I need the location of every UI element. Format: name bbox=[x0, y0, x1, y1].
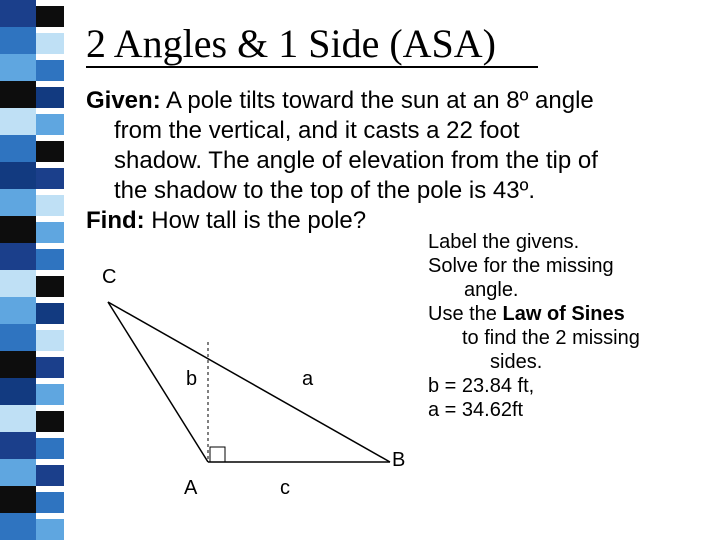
stripe-block bbox=[36, 276, 64, 297]
stripe-block bbox=[0, 0, 36, 27]
decorative-stripe-bar bbox=[0, 0, 64, 540]
stripe-block bbox=[0, 378, 36, 405]
stripe-block bbox=[36, 519, 64, 540]
problem-statement bbox=[86, 86, 706, 236]
step-solve-angle: Solve for the missing bbox=[428, 255, 614, 277]
find-text: How tall is the pole? bbox=[144, 207, 367, 234]
stripe-block bbox=[36, 492, 64, 513]
title-underline bbox=[86, 66, 538, 68]
stripe-block bbox=[36, 249, 64, 270]
stripe-block bbox=[36, 222, 64, 243]
stripe-block bbox=[0, 162, 36, 189]
stripe-block bbox=[0, 108, 36, 135]
stripe-block bbox=[36, 303, 64, 324]
stripe-block bbox=[0, 405, 36, 432]
stripe-block bbox=[0, 324, 36, 351]
given-line-4: the shadow to the top of the pole is 43º. bbox=[114, 177, 536, 204]
result-a: a = 34.62ft bbox=[428, 399, 524, 421]
stripe-block bbox=[36, 87, 64, 108]
stripe-block bbox=[36, 357, 64, 378]
step-law-of-sines-cont-2: sides. bbox=[490, 351, 543, 373]
law-of-sines-term: Law of Sines bbox=[502, 303, 625, 325]
right-angle-marker bbox=[210, 447, 225, 462]
stripe-block bbox=[36, 330, 64, 351]
given-paragraph bbox=[86, 86, 706, 116]
side-a-line bbox=[108, 302, 390, 462]
step-law-of-sines bbox=[428, 302, 708, 326]
side-b-label: b bbox=[186, 368, 198, 390]
vertex-b-label: B bbox=[392, 449, 406, 471]
stripe-block bbox=[0, 243, 36, 270]
triangle-diagram bbox=[90, 250, 420, 510]
stripe-block bbox=[36, 6, 64, 27]
vertex-c-label: C bbox=[102, 266, 117, 288]
step-law-prefix: Use the bbox=[428, 303, 503, 325]
stripe-block bbox=[0, 81, 36, 108]
stripe-block bbox=[36, 114, 64, 135]
stripe-block bbox=[36, 384, 64, 405]
stripe-block bbox=[36, 141, 64, 162]
stripe-block bbox=[36, 465, 64, 486]
stripe-block bbox=[0, 54, 36, 81]
step-label-givens: Label the givens. bbox=[428, 231, 580, 253]
result-b: b = 23.84 ft, bbox=[428, 375, 535, 397]
stripe-block bbox=[36, 33, 64, 54]
stripe-block bbox=[0, 216, 36, 243]
side-a-label: a bbox=[302, 368, 314, 390]
stripe-block bbox=[36, 168, 64, 189]
find-label: Find: bbox=[86, 207, 145, 234]
side-c-label: c bbox=[280, 477, 290, 499]
slide-title: 2 Angles & 1 Side (ASA) bbox=[86, 21, 496, 66]
stripe-block bbox=[36, 438, 64, 459]
given-line-1: A pole tilts toward the sun at an 8º angle bbox=[160, 87, 594, 114]
stripe-block bbox=[0, 432, 36, 459]
stripe-block bbox=[0, 459, 36, 486]
stripe-block bbox=[36, 411, 64, 432]
stripe-block bbox=[0, 513, 36, 540]
given-line-2: from the vertical, and it casts a 22 foot bbox=[114, 117, 520, 144]
vertex-a-label: A bbox=[184, 477, 198, 499]
stripe-block bbox=[0, 351, 36, 378]
solution-steps bbox=[428, 230, 708, 422]
given-label: Given: bbox=[86, 87, 161, 114]
step-solve-angle-cont: angle. bbox=[464, 279, 519, 301]
stripe-block bbox=[0, 135, 36, 162]
stripe-block bbox=[0, 189, 36, 216]
given-line-3: shadow. The angle of elevation from the tip of bbox=[114, 147, 598, 174]
stripe-block bbox=[36, 60, 64, 81]
stripe-block bbox=[36, 195, 64, 216]
stripe-block bbox=[0, 297, 36, 324]
step-law-of-sines-cont: to find the 2 missing bbox=[462, 327, 640, 349]
stripe-block bbox=[0, 27, 36, 54]
stripe-block bbox=[0, 270, 36, 297]
stripe-block bbox=[0, 486, 36, 513]
